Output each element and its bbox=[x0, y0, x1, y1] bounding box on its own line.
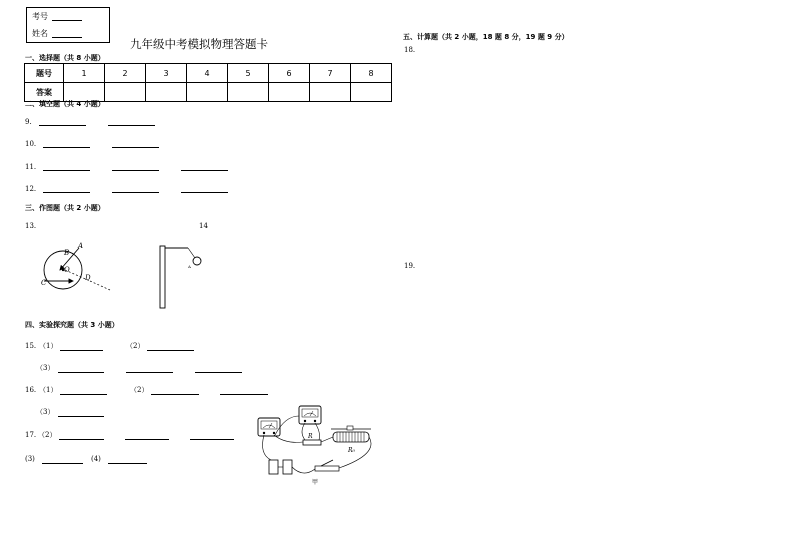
question-13-label: 13. bbox=[25, 222, 37, 230]
question-12-label: 12. bbox=[25, 185, 37, 193]
question-number-cell: 3 bbox=[146, 64, 187, 83]
answer-blank[interactable] bbox=[151, 394, 199, 395]
part-label: （3） bbox=[36, 408, 55, 416]
answer-blank[interactable] bbox=[147, 350, 194, 351]
answer-blank[interactable] bbox=[39, 125, 86, 126]
part-label: （1） bbox=[39, 342, 58, 350]
pole bbox=[160, 246, 165, 308]
answer-blank[interactable] bbox=[108, 125, 155, 126]
answer-blank[interactable] bbox=[60, 394, 107, 395]
answer-blank[interactable] bbox=[181, 192, 228, 193]
resistor-r bbox=[303, 440, 321, 445]
pole-ball-diagram bbox=[150, 240, 210, 310]
answer-blank[interactable] bbox=[125, 439, 169, 440]
exam-number-label: 考号 bbox=[32, 12, 48, 21]
answer-blank[interactable] bbox=[190, 439, 234, 440]
lens-ray-diagram bbox=[30, 238, 120, 300]
part-label: （2） bbox=[38, 431, 57, 439]
question-16-label: 16. bbox=[25, 386, 37, 394]
dashed-extension bbox=[90, 281, 110, 290]
section-choice-heading: 一、选择题（共 8 小题） bbox=[25, 54, 105, 62]
part-label: （2） bbox=[126, 342, 145, 350]
answer-blank[interactable] bbox=[112, 170, 159, 171]
answer-blank[interactable] bbox=[43, 147, 90, 148]
answer-blank[interactable] bbox=[112, 192, 159, 193]
part-label: （1） bbox=[39, 386, 58, 394]
answer-table bbox=[24, 63, 392, 102]
answer-cell[interactable] bbox=[187, 83, 228, 102]
question-number-cell: 2 bbox=[105, 64, 146, 83]
page-title: 九年级中考模拟物理答题卡 bbox=[130, 37, 268, 51]
label-r: R bbox=[308, 433, 313, 440]
answer-blank[interactable] bbox=[43, 170, 90, 171]
answer-blank[interactable] bbox=[58, 416, 104, 417]
label-c: C bbox=[41, 279, 47, 287]
answer-blank[interactable] bbox=[112, 147, 159, 148]
question-number-cell: 8 bbox=[351, 64, 392, 83]
string bbox=[188, 248, 195, 258]
rheostat bbox=[333, 432, 369, 442]
answer-cell[interactable] bbox=[105, 83, 146, 102]
question-15-label: 15. bbox=[25, 342, 37, 350]
section-experiment-heading: 四、实验探究题（共 3 小题） bbox=[25, 321, 119, 329]
answer-cell[interactable] bbox=[146, 83, 187, 102]
circuit-diagram bbox=[255, 404, 385, 486]
question-18-label: 18. bbox=[404, 46, 416, 54]
answer-blank[interactable] bbox=[59, 439, 104, 440]
question-number-cell: 5 bbox=[228, 64, 269, 83]
question-10-label: 10. bbox=[25, 140, 37, 148]
label-r0: R₀ bbox=[348, 447, 355, 454]
answer-blank[interactable] bbox=[108, 463, 147, 464]
candidate-info-box bbox=[26, 7, 110, 43]
label-d: D bbox=[85, 274, 91, 282]
answer-blank[interactable] bbox=[195, 372, 242, 373]
answer-area-19[interactable] bbox=[404, 274, 784, 534]
part-label: (4) bbox=[91, 455, 101, 463]
part-label: (3) bbox=[25, 455, 35, 463]
answer-blank[interactable] bbox=[181, 170, 228, 171]
question-number-header: 题号 bbox=[25, 64, 64, 83]
section-fill-heading: 二、填空题（共 4 小题） bbox=[25, 100, 105, 108]
switch bbox=[315, 466, 339, 471]
ball bbox=[193, 257, 201, 265]
part-label: （2） bbox=[130, 386, 149, 394]
answer-blank[interactable] bbox=[220, 394, 268, 395]
answer-blank[interactable] bbox=[60, 350, 103, 351]
question-11-label: 11. bbox=[25, 163, 37, 171]
question-number-cell: 4 bbox=[187, 64, 228, 83]
part-label: （3） bbox=[36, 364, 55, 372]
answer-area-18[interactable] bbox=[404, 58, 784, 254]
question-number-cell: 7 bbox=[310, 64, 351, 83]
answer-blank[interactable] bbox=[43, 192, 90, 193]
label-o: O bbox=[64, 266, 70, 274]
answer-cell[interactable] bbox=[269, 83, 310, 102]
question-14-label: 14 bbox=[199, 222, 208, 230]
answer-cell[interactable] bbox=[310, 83, 351, 102]
section-drawing-heading: 三、作图题（共 2 小题） bbox=[25, 204, 105, 212]
question-number-cell: 1 bbox=[64, 64, 105, 83]
question-17-label: 17. bbox=[25, 431, 37, 439]
battery bbox=[283, 460, 292, 474]
answer-cell[interactable] bbox=[64, 83, 105, 102]
label-a: A bbox=[78, 242, 84, 250]
answer-blank[interactable] bbox=[126, 372, 173, 373]
question-9-label: 9. bbox=[25, 118, 32, 126]
label-b: B bbox=[64, 249, 70, 257]
circuit-caption: 甲 bbox=[312, 479, 319, 486]
exam-number-field[interactable] bbox=[52, 20, 82, 21]
answer-blank[interactable] bbox=[58, 372, 104, 373]
label-small-a: A bbox=[188, 264, 191, 269]
section-calc-heading: 五、计算题（共 2 小题，18 题 8 分，19 题 9 分） bbox=[403, 33, 569, 41]
answer-blank[interactable] bbox=[42, 463, 83, 464]
name-label: 姓名 bbox=[32, 29, 48, 38]
question-number-cell: 6 bbox=[269, 64, 310, 83]
answer-header: 答案 bbox=[25, 83, 64, 102]
answer-cell[interactable] bbox=[228, 83, 269, 102]
answer-cell[interactable] bbox=[351, 83, 392, 102]
battery bbox=[269, 460, 278, 474]
question-19-label: 19. bbox=[404, 262, 416, 270]
name-field[interactable] bbox=[52, 37, 82, 38]
